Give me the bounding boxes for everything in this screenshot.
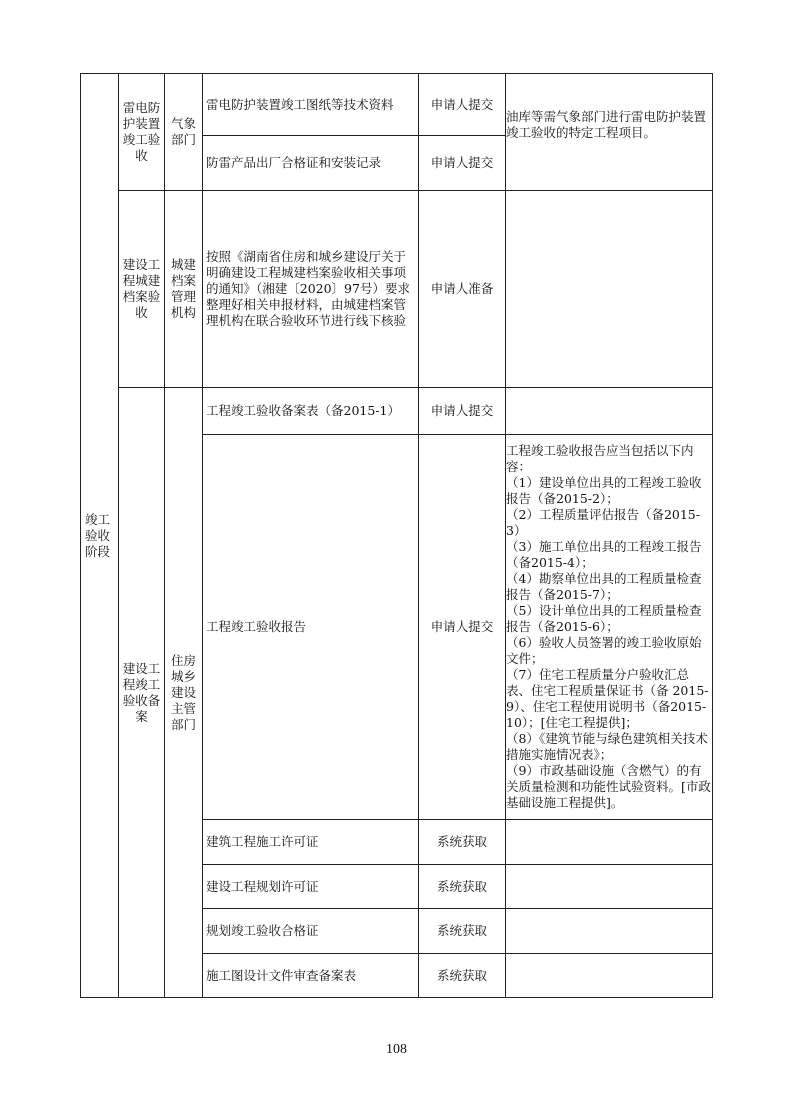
note-cell <box>506 865 713 909</box>
note-cell <box>506 909 713 954</box>
material-cell: 工程竣工验收备案表（备2015-1） <box>203 388 419 435</box>
item-cell: 建设工程竣工验收备案 <box>119 388 165 998</box>
source-cell: 申请人提交 <box>419 435 506 820</box>
note-cell <box>506 954 713 998</box>
note-title: 工程竣工验收报告应当包括以下内容： <box>506 443 694 474</box>
source-cell: 申请人提交 <box>419 74 506 136</box>
material-cell: 按照《湖南省住房和城乡建设厅关于明确建设工程城建档案验收相关事项的通知》（湘建〔2020〕97号）要求整理好相关申报材料，由城建档案管理机构在联合验收环节进行线下核验 <box>203 191 419 388</box>
source-cell: 系统获取 <box>419 865 506 909</box>
note-cell: 油库等需气象部门进行雷电防护装置竣工验收的特定工程项目。 <box>506 74 713 191</box>
item-cell: 建设工程城建档案验收 <box>119 191 165 388</box>
item-cell: 雷电防护装置竣工验收 <box>119 74 165 191</box>
source-cell: 申请人提交 <box>419 136 506 191</box>
source-cell: 申请人提交 <box>419 388 506 435</box>
note-item: （5）设计单位出具的工程质量检查报告（备2015-6）； <box>506 603 702 634</box>
note-cell <box>506 820 713 865</box>
note-item: （1）建设单位出具的工程竣工验收报告（备2015-2）； <box>506 475 702 506</box>
acceptance-materials-table <box>80 73 713 998</box>
stage-cell <box>81 74 119 998</box>
material-cell: 施工图设计文件审查备案表 <box>203 954 419 998</box>
note-item: （8）《建筑节能与绿色建筑相关技术措施实施情况表》； <box>506 731 708 762</box>
note-cell <box>506 191 713 388</box>
note-item: （9）市政基础设施（含燃气）的有关质量检测和功能性试验资料。[市政基础设施工程提供]。 <box>506 763 711 810</box>
note-item: （7）住宅工程质量分户验收汇总表、住宅工程质量保证书（备 2015-9）、住宅工程使用说明书（备2015-10）；[住宅工程提供]； <box>506 667 709 730</box>
source-cell: 申请人准备 <box>419 191 506 388</box>
stage-label: 竣工验收阶段 <box>85 511 111 559</box>
dept-cell: 气象部门 <box>165 74 203 191</box>
note-item: （4）勘察单位出具的工程质量检查报告（备2015-7）； <box>506 571 702 602</box>
material-cell: 建设工程规划许可证 <box>203 865 419 909</box>
table-row <box>81 388 713 435</box>
source-cell: 系统获取 <box>419 909 506 954</box>
material-cell: 规划竣工验收合格证 <box>203 909 419 954</box>
note-item: （3）施工单位出具的工程竣工报告（备2015-4）； <box>506 539 702 570</box>
dept-cell: 城建档案管理机构 <box>165 191 203 388</box>
note-item: （2）工程质量评估报告（备2015-3） <box>506 507 700 538</box>
material-cell: 工程竣工验收报告 <box>203 435 419 820</box>
report-contents-note <box>506 435 713 820</box>
note-cell <box>506 388 713 435</box>
dept-cell: 住房城乡建设主管部门 <box>165 388 203 998</box>
page-number: 108 <box>386 1042 407 1057</box>
note-item: （6）验收人员签署的竣工验收原始文件； <box>506 635 702 666</box>
source-cell: 系统获取 <box>419 820 506 865</box>
table-row <box>81 191 713 388</box>
table-row <box>81 74 713 136</box>
source-cell: 系统获取 <box>419 954 506 998</box>
material-cell: 防雷产品出厂合格证和安装记录 <box>203 136 419 191</box>
material-cell: 建筑工程施工许可证 <box>203 820 419 865</box>
material-cell: 雷电防护装置竣工图纸等技术资料 <box>203 74 419 136</box>
